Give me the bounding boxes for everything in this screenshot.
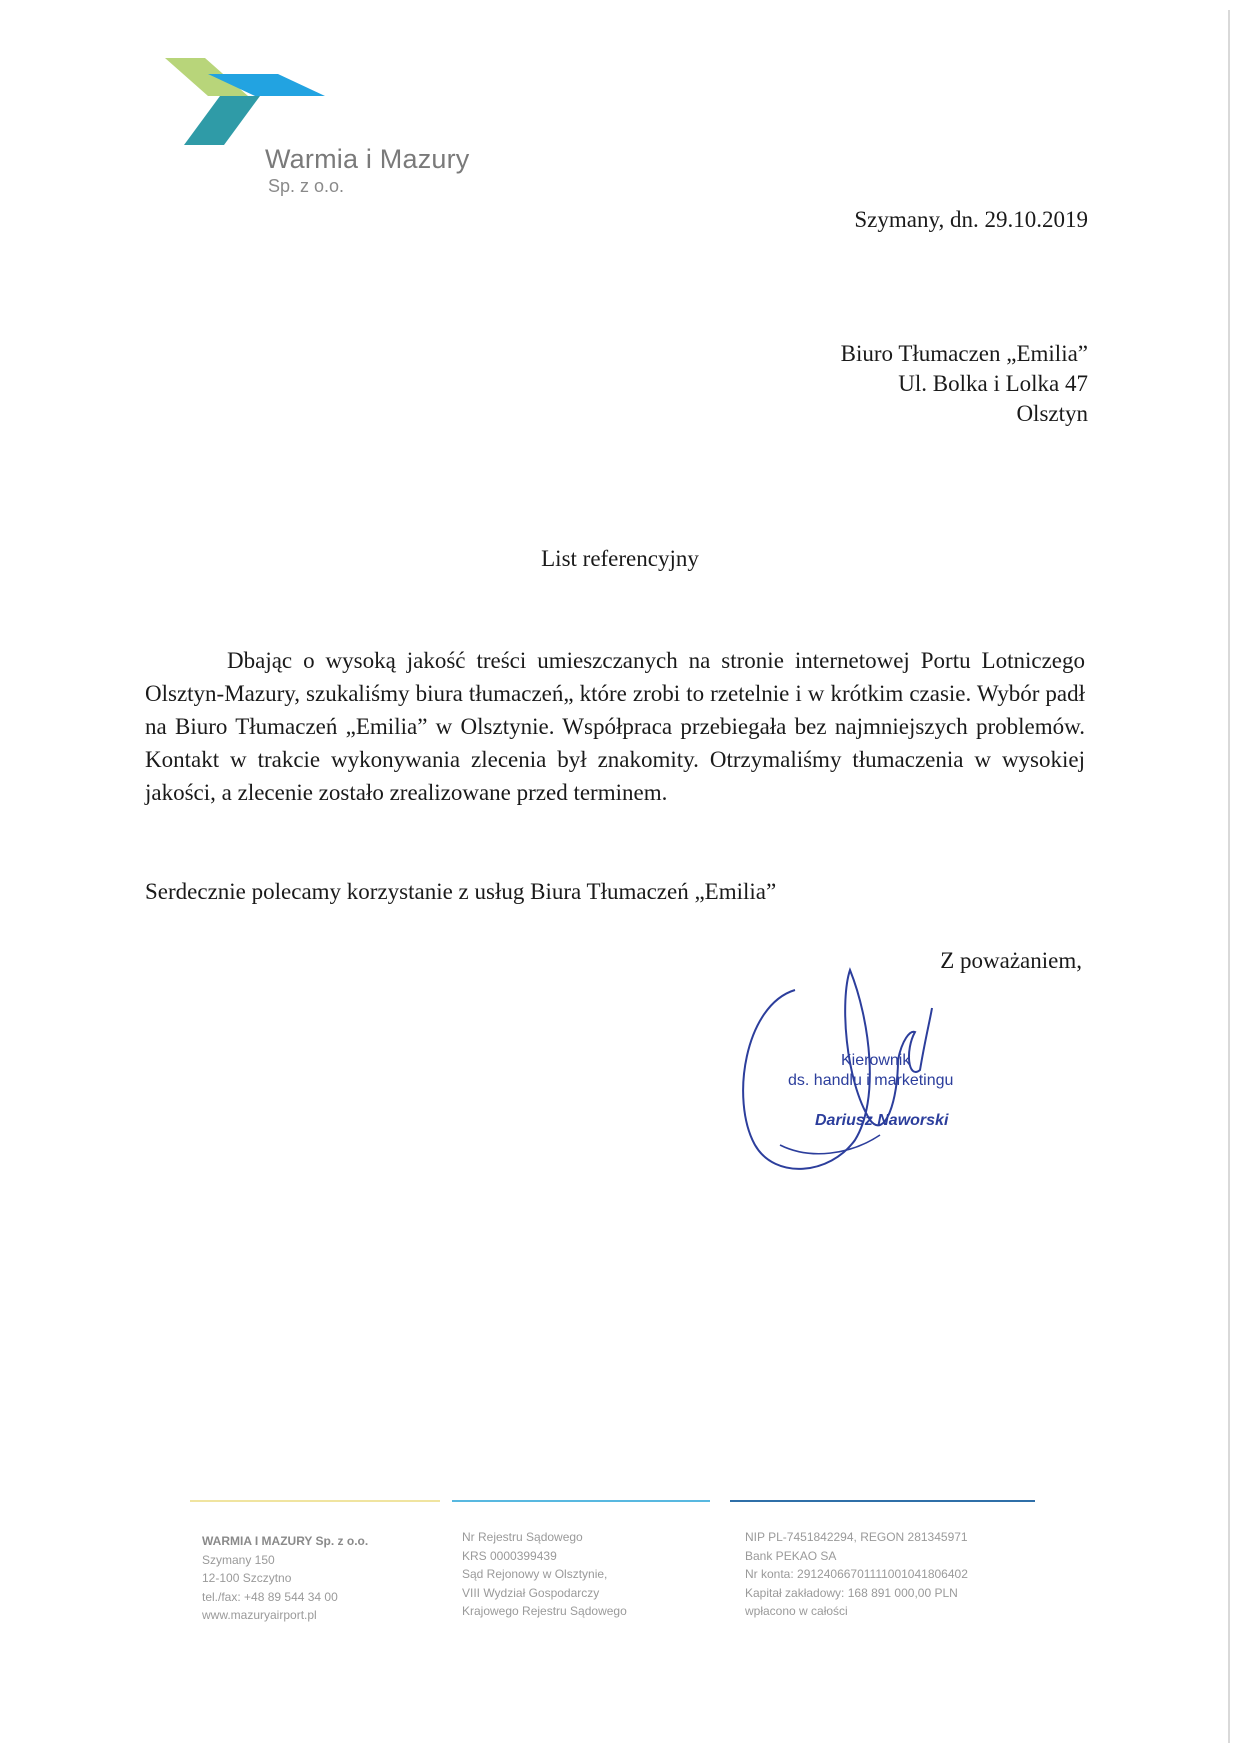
closing-line: Z poważaniem, (940, 948, 1082, 973)
footer-company-info (202, 1532, 368, 1625)
recommendation-line: Serdecznie polecamy korzystanie z usług Biura Tłumaczeń „Emilia” (145, 879, 777, 904)
footer-tax-line: NIP PL-7451842294, REGON 281345971 (745, 1530, 968, 1544)
company-suffix: Sp. z o.o. (268, 176, 345, 196)
footer-paid-line: wpłacono w całości (745, 1604, 848, 1618)
footer-registry-line-5: Krajowego Rejestru Sądowego (462, 1604, 627, 1618)
footer-divider-yellow (190, 1500, 440, 1502)
footer-company-name: WARMIA I MAZURY Sp. z o.o. (202, 1534, 369, 1548)
stamp-title-line-2: ds. handlu i marketingu (788, 1072, 954, 1089)
footer-website-line: www.mazuryairport.pl (202, 1608, 317, 1622)
letter-title: List referencyjny (541, 546, 699, 571)
company-name: Warmia i Mazury (265, 144, 470, 174)
signature-stamp (720, 960, 1020, 1200)
footer-tax-bank-info (745, 1528, 968, 1621)
scan-edge-line (1228, 10, 1230, 1743)
footer-registry-line-3: Sąd Rejonowy w Olsztynie, (462, 1567, 608, 1581)
stamp-name: Dariusz Naworski (815, 1112, 949, 1129)
footer-postcode-line: 12-100 Szczytno (202, 1571, 292, 1585)
footer-registry-info (462, 1528, 627, 1621)
footer-bank-line: Bank PEKAO SA (745, 1548, 837, 1563)
recipient-line-3: Olsztyn (1016, 401, 1088, 426)
footer-address-line: Szymany 150 (202, 1552, 275, 1567)
footer-capital-line: Kapitał zakładowy: 168 891 000,00 PLN (745, 1585, 958, 1600)
recipient-address (841, 339, 1088, 429)
stamp-title-line-1: Kierownik (841, 1052, 911, 1069)
footer-registry-line-4: VIII Wydział Gospodarczy (462, 1585, 600, 1600)
company-logo (160, 58, 480, 208)
recipient-line-1: Biuro Tłumaczen „Emilia” (840, 341, 1088, 366)
footer-phone-line: tel./fax: +48 89 544 34 00 (202, 1589, 338, 1604)
footer-divider-blue (730, 1500, 1035, 1502)
recipient-line-2: Ul. Bolka i Lolka 47 (898, 371, 1088, 396)
letter-footer (190, 1500, 1070, 1640)
footer-registry-line-1: Nr Rejestru Sądowego (462, 1530, 583, 1544)
date-line: Szymany, dn. 29.10.2019 (854, 207, 1088, 232)
body-paragraph: Dbając o wysoką jakość treści umieszczanych na stronie internetowej Portu Lotniczego Olsztyn-Mazury, szukaliśmy biura tłumaczeń„ które zrobi to rzetelnie i w krótkim czasie. Wybór padł na Biuro Tłumaczeń „Emilia” w Olsztynie. Współpraca przebiegała bez najmniejszych problemów. Kontakt w trakcie wykonywania zlecenia był znakomity. Otrzymaliśmy tłumaczenia w wysokiej jakości, a zlecenie zostało zrealizowane przed terminem. (145, 648, 1085, 805)
footer-account-line: Nr konta: 29124066701111001041806402 (745, 1567, 968, 1581)
footer-registry-line-2: KRS 0000399439 (462, 1548, 557, 1563)
logo-mark-icon (160, 58, 360, 158)
footer-divider-lightblue (452, 1500, 710, 1502)
